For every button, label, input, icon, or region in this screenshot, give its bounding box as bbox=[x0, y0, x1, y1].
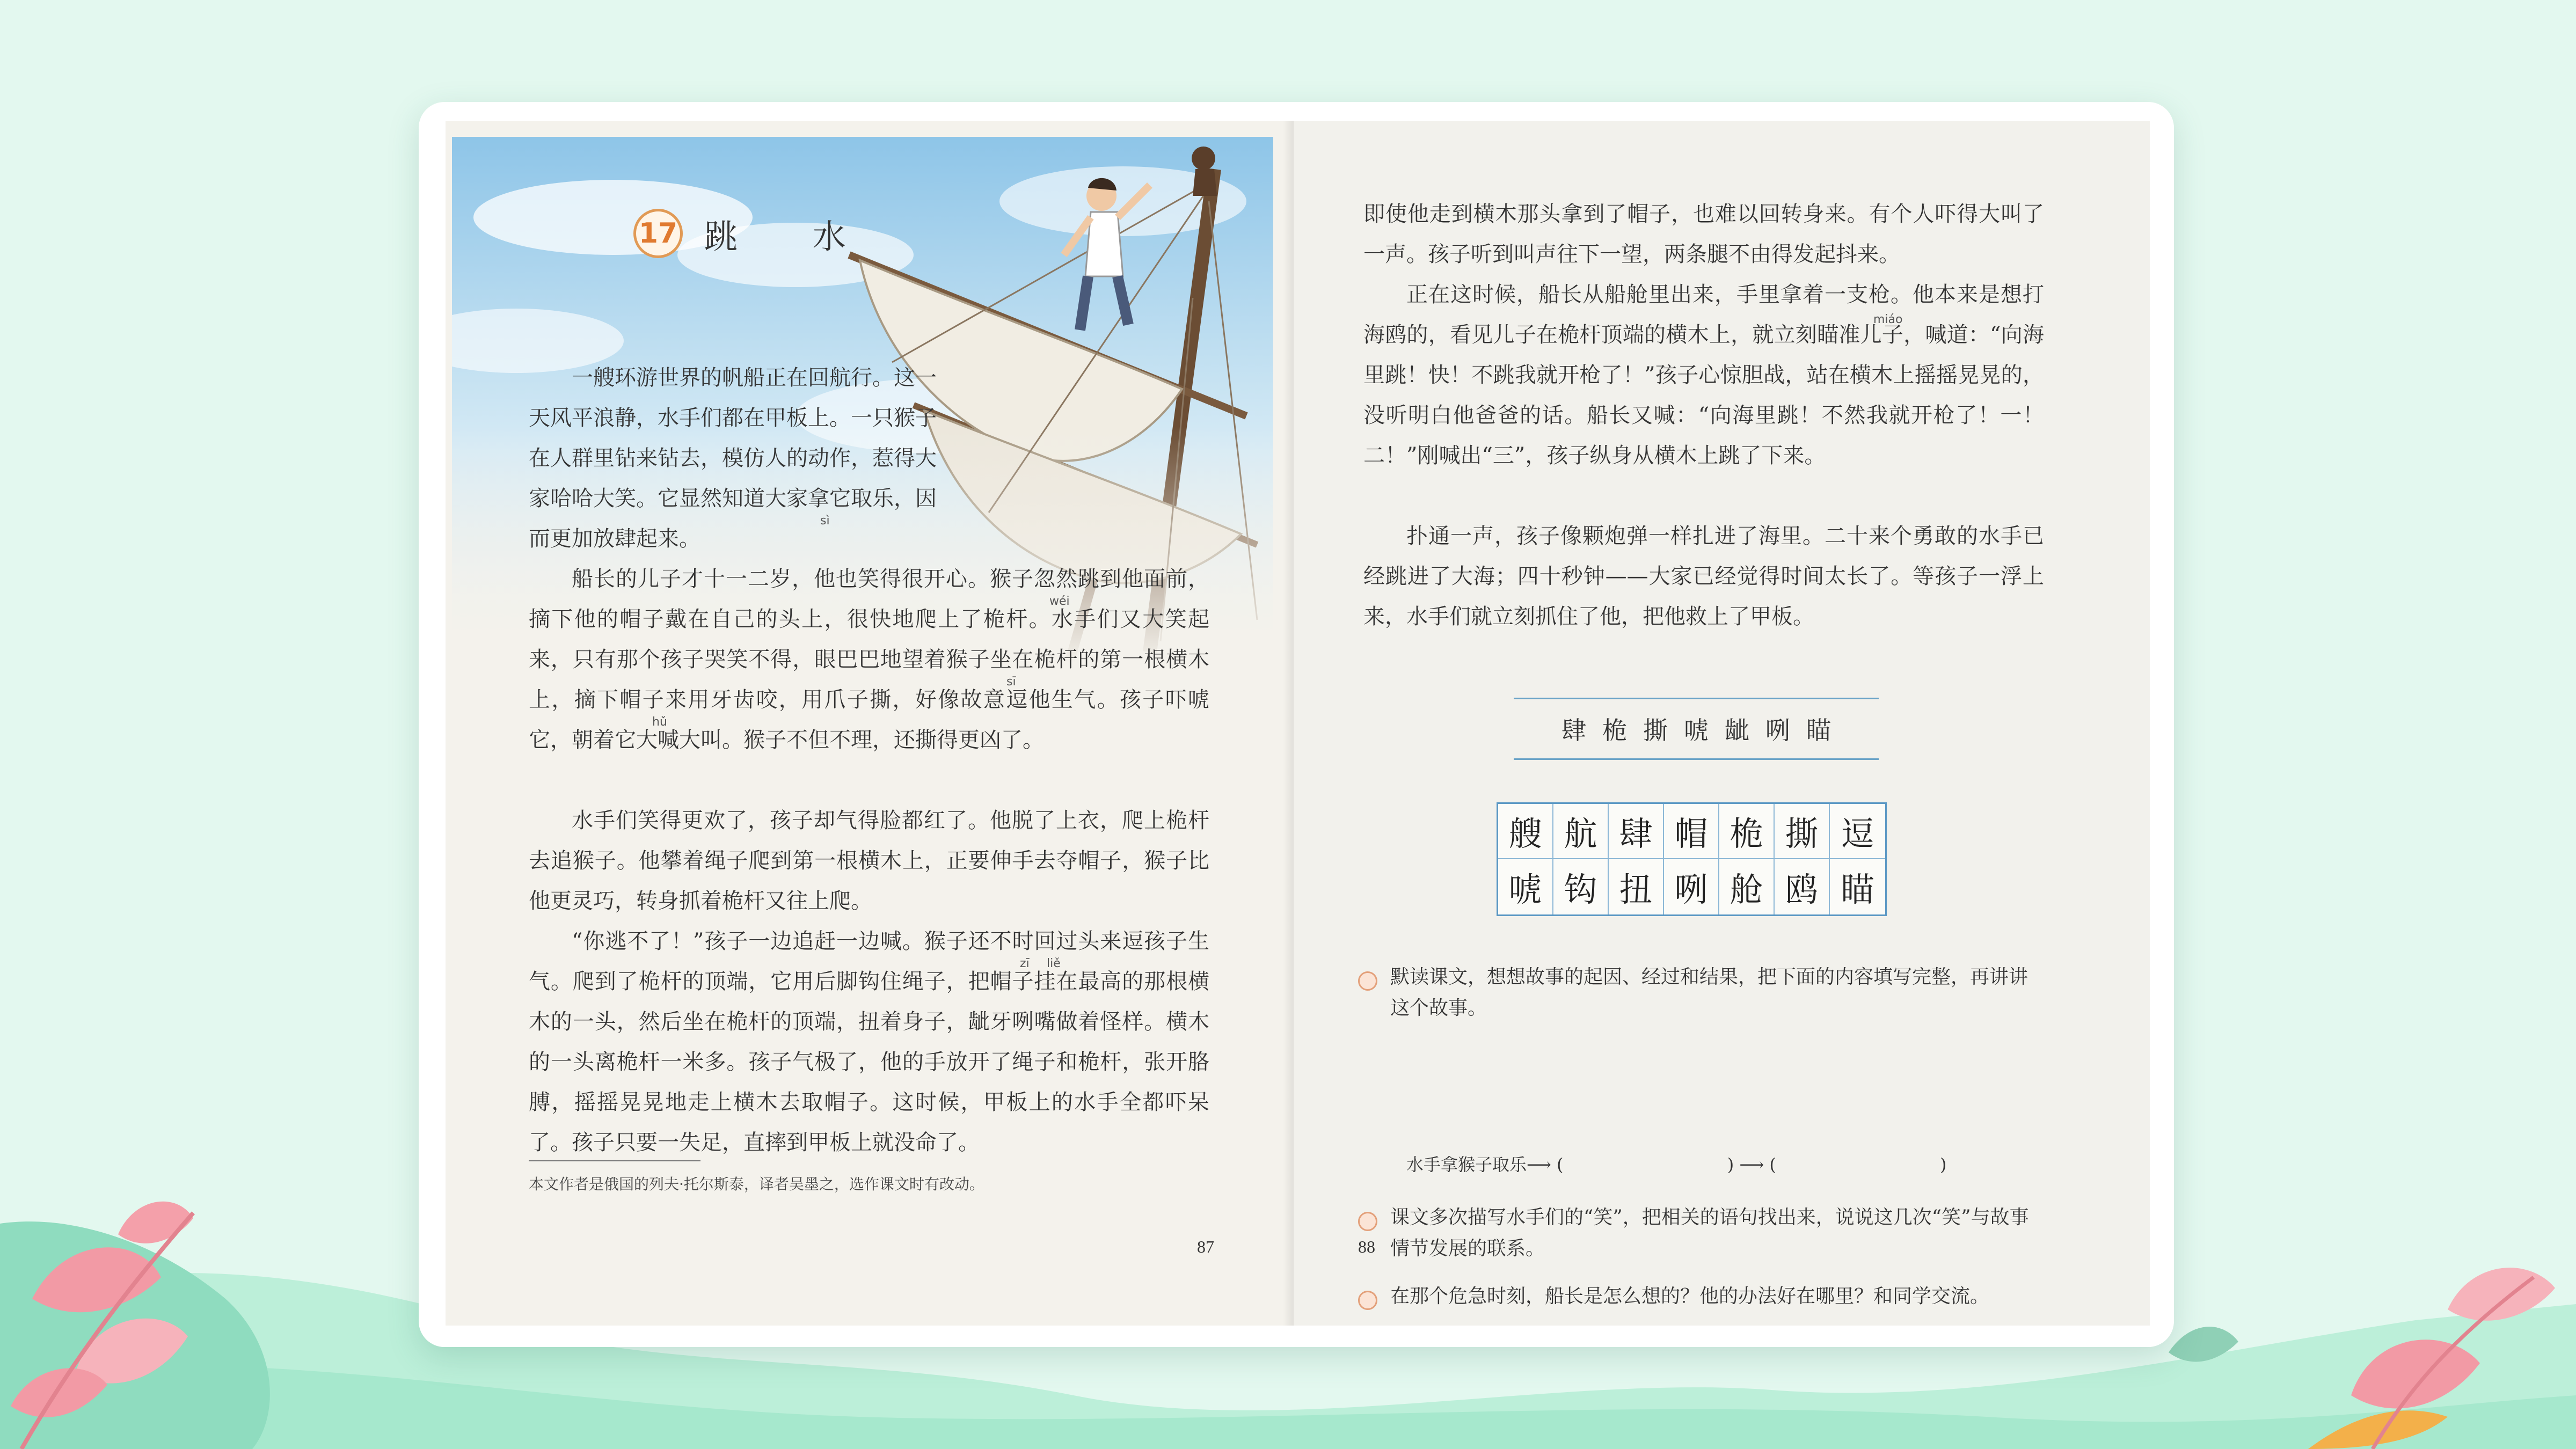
paragraph-3: 水手们笑得更欢了，孩子却气得脸都红了。他脱了上衣，爬上桅杆去追猴子。他攀着绳子爬到第一根横木上，正要伸手去夺帽子，猴子比他更灵巧，转身抓着桅杆又往上爬。 bbox=[529, 808, 1209, 913]
exercise-bullet-icon bbox=[1358, 971, 1377, 991]
write-characters-grid bbox=[1497, 802, 1887, 916]
pinyin-si4: sì bbox=[820, 514, 830, 528]
grid-char: 逗 bbox=[1830, 804, 1885, 859]
grid-char: 艘 bbox=[1498, 804, 1553, 859]
grid-char: 钩 bbox=[1553, 859, 1609, 914]
pinyin-wei2: wéi bbox=[1049, 595, 1070, 608]
pinyin-si1: sī bbox=[1006, 675, 1016, 689]
read-characters bbox=[1514, 698, 1879, 760]
lesson-name: 跳 水 bbox=[704, 216, 878, 256]
pinyin-miao: miáo bbox=[1873, 313, 1903, 326]
grid-char: 瞄 bbox=[1830, 859, 1885, 914]
paragraph-1: 一艘环游世界的帆船正在回航行。这一天风平浪静，水手们都在甲板上。一只猴子在人群里钻来钻去，模仿人的动作，惹得大家哈哈大笑。它显然知道大家拿它取乐，因而更加放肆起来。 bbox=[529, 365, 937, 551]
read-char: 撕 bbox=[1643, 716, 1668, 745]
read-char: 唬 bbox=[1684, 716, 1709, 745]
page-number-left: 87 bbox=[1197, 1237, 1214, 1256]
exercise-bullet-icon bbox=[1358, 1291, 1377, 1310]
paragraph-2: 船长的儿子才十一二岁，他也笑得很开心。猴子忽然跳到他面前，摘下他的帽子戴在自己的头上，很快地爬上了桅杆。水手们又大笑起来，只有那个孩子哭笑不得，眼巴巴地望着猴子坐在桅杆的第一根横木上，摘下帽子来用牙齿咬，用爪子撕，好像故意逗他生气。孩子吓唬它，朝着它大喊大叫。猴子不但不理，还撕得更凶了。 bbox=[529, 567, 1209, 752]
grid-char: 鸥 bbox=[1775, 859, 1830, 914]
paragraph-5: 即使他走到横木那头拿到了帽子，也难以回转身来。有个人吓得大叫了一声。孩子听到叫声往下一望，两条腿不由得发起抖来。 bbox=[1363, 202, 2044, 267]
grid-char: 帽 bbox=[1664, 804, 1719, 859]
read-char: 肆 bbox=[1561, 716, 1586, 745]
page-number-right: 88 bbox=[1358, 1237, 1375, 1256]
read-char: 瞄 bbox=[1806, 716, 1831, 745]
paragraph-7: 扑通一声，孩子像颗炮弹一样扎进了海里。二十来个勇敢的水手已经跳进了大海；四十秒钟——大家已经觉得时间太长了。等孩子一浮上来，水手们就立刻抓住了他，把他救上了甲板。 bbox=[1363, 524, 2044, 629]
exercise-bullet-icon bbox=[1358, 1212, 1377, 1231]
lesson-number-badge: 17 bbox=[633, 209, 683, 258]
grid-char: 咧 bbox=[1664, 859, 1719, 914]
right-page bbox=[1294, 121, 2150, 1326]
read-char: 龇 bbox=[1725, 716, 1749, 745]
exercise-1: 默读课文，想想故事的起因、经过和结果，把下面的内容填写完整，再讲讲这个故事。 bbox=[1390, 966, 2028, 1019]
exercise-3: 在那个危急时刻，船长是怎么想的？他的办法好在哪里？和同学交流。 bbox=[1390, 1285, 1990, 1307]
footnote: 本文作者是俄国的列夫·托尔斯泰，译者吴墨之，选作课文时有改动。 bbox=[529, 1175, 984, 1193]
grid-char: 肆 bbox=[1609, 804, 1664, 859]
grid-char: 撕 bbox=[1775, 804, 1830, 859]
fill-in-line: 水手拿猴子取乐⟶ ( ) ⟶ ( ) bbox=[1406, 1154, 1947, 1175]
lesson-title bbox=[633, 201, 878, 266]
pinyin-zi1: zī bbox=[1020, 957, 1030, 970]
grid-char: 桅 bbox=[1719, 804, 1775, 859]
grid-char: 扭 bbox=[1609, 859, 1664, 914]
exercise-2: 课文多次描写水手们的“笑”，把相关的语句找出来，说说这几次“笑”与故事情节发展的联系。 bbox=[1390, 1206, 2029, 1260]
left-page bbox=[446, 121, 1294, 1326]
pinyin-hu3: hǔ bbox=[652, 715, 667, 729]
grid-char: 唬 bbox=[1498, 859, 1553, 914]
pinyin-lie3: liě bbox=[1047, 957, 1061, 970]
footnote-divider bbox=[529, 1160, 700, 1161]
read-char: 咧 bbox=[1765, 716, 1790, 745]
paragraph-6: 正在这时候，船长从船舱里出来，手里拿着一支枪。他本来是想打海鸥的，看见儿子在桅杆顶端的横木上，就立刻瞄准儿子，喊道：“向海里跳！快！不跳我就开枪了！”孩子心惊胆战，站在横木上摇摇晃晃的，没听明白他爸爸的话。船长又喊：“向海里跳！不然我就开枪了！一！二！”刚喊出“三”，孩子纵身从横木上跳了下来。 bbox=[1363, 282, 2044, 468]
paragraph-4: “你逃不了！”孩子一边追赶一边喊。猴子还不时回过头来逗孩子生气。爬到了桅杆的顶端，它用后脚钩住绳子，把帽子挂在最高的那根横木的一头，然后坐在桅杆的顶端，扭着身子，龇牙咧嘴做着怪样。横木的一头离桅杆一米多。孩子气极了，他的手放开了绳子和桅杆，张开胳膊，摇摇晃晃地走上横木去取帽子。这时候，甲板上的水手全都吓呆了。孩子只要一失足，直摔到甲板上就没命了。 bbox=[529, 929, 1209, 1155]
read-char: 桅 bbox=[1602, 716, 1627, 745]
textbook-spread bbox=[446, 121, 2150, 1326]
grid-char: 舱 bbox=[1719, 859, 1775, 914]
grid-char: 航 bbox=[1553, 804, 1609, 859]
